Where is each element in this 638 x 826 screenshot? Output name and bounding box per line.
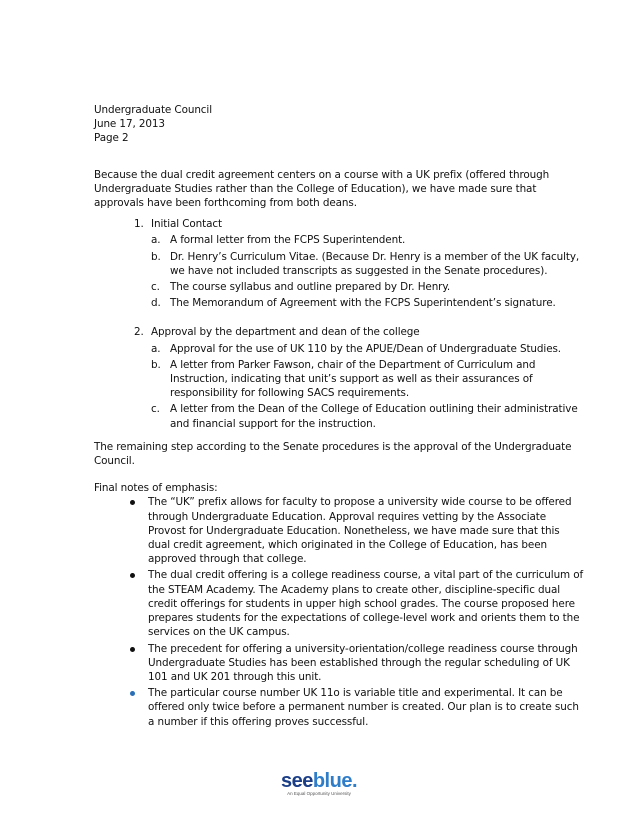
list-item xyxy=(151,250,584,278)
remaining-step-paragraph: The remaining step according to the Senate procedures is the approval of the Undergraduate Council. xyxy=(94,440,572,468)
list-item xyxy=(151,280,584,294)
list-item xyxy=(151,233,584,247)
list-item xyxy=(130,686,584,729)
bullet-text: The particular course number UK 11o is variable title and experimental. It can be offered only twice before a permanent number is created. Our plan is to create such a number if this offering proves successful. xyxy=(148,687,579,728)
list-item xyxy=(151,358,584,401)
bullet-icon xyxy=(130,691,135,696)
intro-paragraph: Because the dual credit agreement centers on a course with a UK prefix (offered through Undergraduate Studies rather than the College of Education), we have made sure that approvals have been forthcoming from both deans. xyxy=(94,168,550,210)
item-letter: c. xyxy=(151,281,160,294)
list-item xyxy=(151,402,584,430)
list-item xyxy=(130,568,584,639)
logo-blue-text: blue xyxy=(312,770,352,792)
item-text: Approval for the use of UK 110 by the APUE/Dean of Undergraduate Studies. xyxy=(170,342,562,355)
item-text: A letter from Parker Fawson, chair of the Department of Curriculum and Instruction, indicating that unit’s support as well as their assurances of responsibility for following SACS requirements. xyxy=(170,358,536,400)
item-letter: b. xyxy=(151,358,161,371)
bullet-icon xyxy=(130,573,135,578)
final-notes-list xyxy=(94,495,584,728)
item-letter: c. xyxy=(151,403,160,416)
logo-tagline: An Equal Opportunity University xyxy=(287,791,351,796)
item-letter: b. xyxy=(151,250,161,263)
bullet-text: The dual credit offering is a college readiness course, a vital part of the curriculum of the STEAM Academy. The Academy plans to create other, discipline-specific dual credit offerings for students in upper high school grades. The course proposed here prepares students for the expectations of college-level work and orients them to the services on the UK campus. xyxy=(148,569,584,639)
step-title: Initial Contact xyxy=(151,218,222,231)
logo-dot-text: . xyxy=(351,770,358,792)
list-item xyxy=(151,342,584,356)
bullet-text: The precedent for offering a university-orientation/college readiness course through Undergraduate Studies has been established through the regular scheduling of UK 101 and UK 201 through this unit. xyxy=(148,642,578,683)
step-initial-contact xyxy=(134,217,584,310)
letter-header xyxy=(94,103,584,146)
item-text: Dr. Henry’s Curriculum Vitae. (Because Dr. Henry is a member of the UK faculty, we have not included transcripts as suggested in the Senate procedures). xyxy=(170,250,580,277)
bullet-icon xyxy=(130,500,135,505)
step-sublist xyxy=(151,233,584,310)
item-letter: a. xyxy=(151,342,161,355)
item-letter: d. xyxy=(151,297,161,310)
item-text: The Memorandum of Agreement with the FCPS Superintendent’s signature. xyxy=(170,297,556,310)
seeblue-logo xyxy=(0,771,638,797)
date-line: June 17, 2013 xyxy=(94,118,165,131)
bullet-text: The “UK” prefix allows for faculty to propose a university wide course to be offered through Undergraduate Education. Approval requires vetting by the Associate Provost for Undergraduate Education. Nonetheless, we have made sure that this dual credit agreement, which originated in the College of Education, has been approved through that college. xyxy=(148,496,572,566)
logo-wordmark xyxy=(0,771,638,791)
step-sublist xyxy=(151,342,584,431)
list-item xyxy=(130,495,584,566)
letter-body xyxy=(94,103,584,731)
logo-see-text: see xyxy=(280,770,313,792)
list-item xyxy=(130,642,584,685)
step-title: Approval by the department and dean of the college xyxy=(151,326,420,339)
step-number: 1. xyxy=(134,218,144,231)
bullet-icon xyxy=(130,647,135,652)
step-number: 2. xyxy=(134,326,144,339)
list-item xyxy=(151,296,584,310)
item-letter: a. xyxy=(151,234,161,247)
page-number-line: Page 2 xyxy=(94,132,129,145)
recipient-line: Undergraduate Council xyxy=(94,104,212,116)
item-text: A letter from the Dean of the College of Education outlining their administrative and financial support for the instruction. xyxy=(170,403,578,430)
final-notes-heading: Final notes of emphasis: xyxy=(94,482,218,495)
step-approval xyxy=(134,325,584,430)
item-text: The course syllabus and outline prepared by Dr. Henry. xyxy=(170,281,451,294)
item-text: A formal letter from the FCPS Superintendent. xyxy=(170,234,406,247)
